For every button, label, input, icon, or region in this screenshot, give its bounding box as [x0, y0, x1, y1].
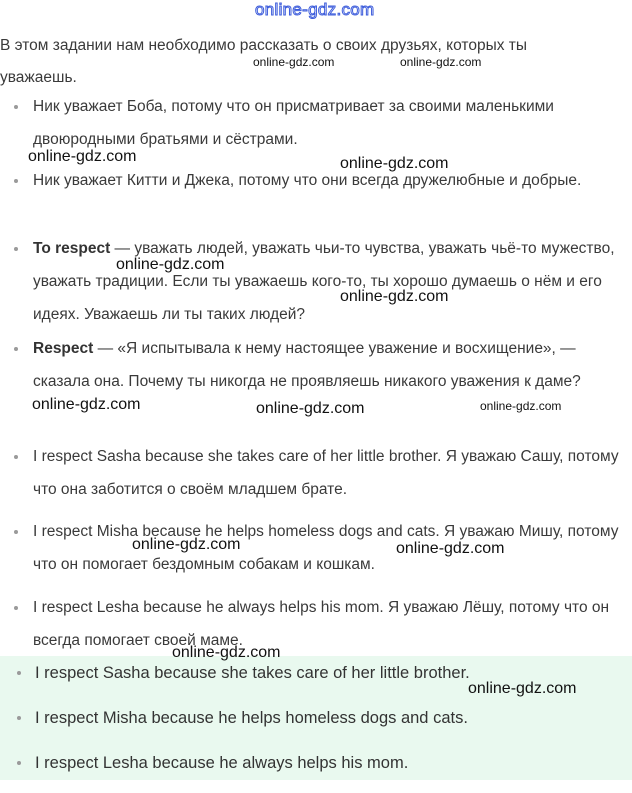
list-item	[0, 332, 632, 440]
item-text: Ник уважает Китти и Джека, потому что они всегда дружелюбные и добрые.	[33, 172, 582, 189]
bullet-icon	[14, 530, 18, 534]
bullet-icon	[17, 761, 21, 765]
answer-text: I respect Lesha because he always helps his mom.	[35, 754, 409, 772]
list-item	[0, 164, 632, 232]
watermark: online-gdz.com	[400, 55, 482, 69]
watermark: online-gdz.com	[468, 680, 577, 697]
answer-item	[0, 748, 632, 793]
intro-paragraph: В этом задании нам необходимо рассказать о своих друзьях, которых ты уважаешь.	[0, 37, 528, 86]
list-item	[0, 440, 632, 515]
answer-item	[0, 703, 632, 748]
bullet-icon	[14, 247, 18, 251]
watermark: online-gdz.com	[172, 644, 281, 661]
list-item	[0, 591, 632, 649]
bullet-icon	[17, 716, 21, 720]
watermark: online-gdz.com	[340, 288, 449, 305]
watermark: online-gdz.com	[480, 399, 562, 413]
bullet-icon	[17, 671, 21, 675]
bullet-icon	[14, 606, 18, 610]
item-term: To respect	[33, 240, 111, 257]
watermark: online-gdz.com	[256, 400, 365, 417]
watermark: online-gdz.com	[28, 148, 137, 165]
answer-text: I respect Sasha because she takes care of her little brother.	[35, 664, 470, 682]
answer-text: I respect Misha because he helps homeless dogs and cats.	[35, 709, 468, 727]
watermark: online-gdz.com	[132, 536, 241, 553]
list-item	[0, 515, 632, 591]
item-text: — уважать людей, уважать чьи-то чувства, уважать чьё-то мужество, уважать традиции. Если ты уважаешь кого-то, ты хорошо думаешь о нём и его идеях. Уважаешь ли ты таких людей?	[33, 240, 615, 323]
bullet-icon	[14, 347, 18, 351]
watermark: online-gdz.com	[396, 540, 505, 557]
item-text: I respect Lesha because he always helps his mom. Я уважаю Лёшу, потому что он всегда помогает своей маме.	[33, 599, 610, 649]
explanation-list	[0, 90, 632, 649]
item-term: Respect	[33, 340, 94, 357]
watermark: online-gdz.com	[340, 155, 449, 172]
bullet-icon	[14, 105, 18, 109]
item-text: I respect Misha because he helps homeless dogs and cats. Я уважаю Мишу, потому что он помогает бездомным собакам и кошкам.	[33, 523, 619, 573]
watermark: online-gdz.com	[253, 55, 335, 69]
item-text: I respect Sasha because she takes care of her little brother. Я уважаю Сашу, потому что она заботится о своём младшем брате.	[33, 448, 619, 498]
answer-list	[0, 658, 632, 793]
list-item	[0, 232, 632, 332]
bullet-icon	[14, 455, 18, 459]
item-text: — «Я испытывала к нему настоящее уважение и восхищение», — сказала она. Почему ты никогда не проявляешь никакого уважения к даме?	[33, 340, 581, 390]
bullet-icon	[14, 179, 18, 183]
watermark: online-gdz.com	[116, 256, 225, 273]
site-watermark: online-gdz.com	[255, 0, 375, 19]
watermark: online-gdz.com	[32, 396, 141, 413]
item-text: Ник уважает Боба, потому что он присматривает за своими маленькими двоюродными братьями и сёстрами.	[33, 98, 554, 148]
